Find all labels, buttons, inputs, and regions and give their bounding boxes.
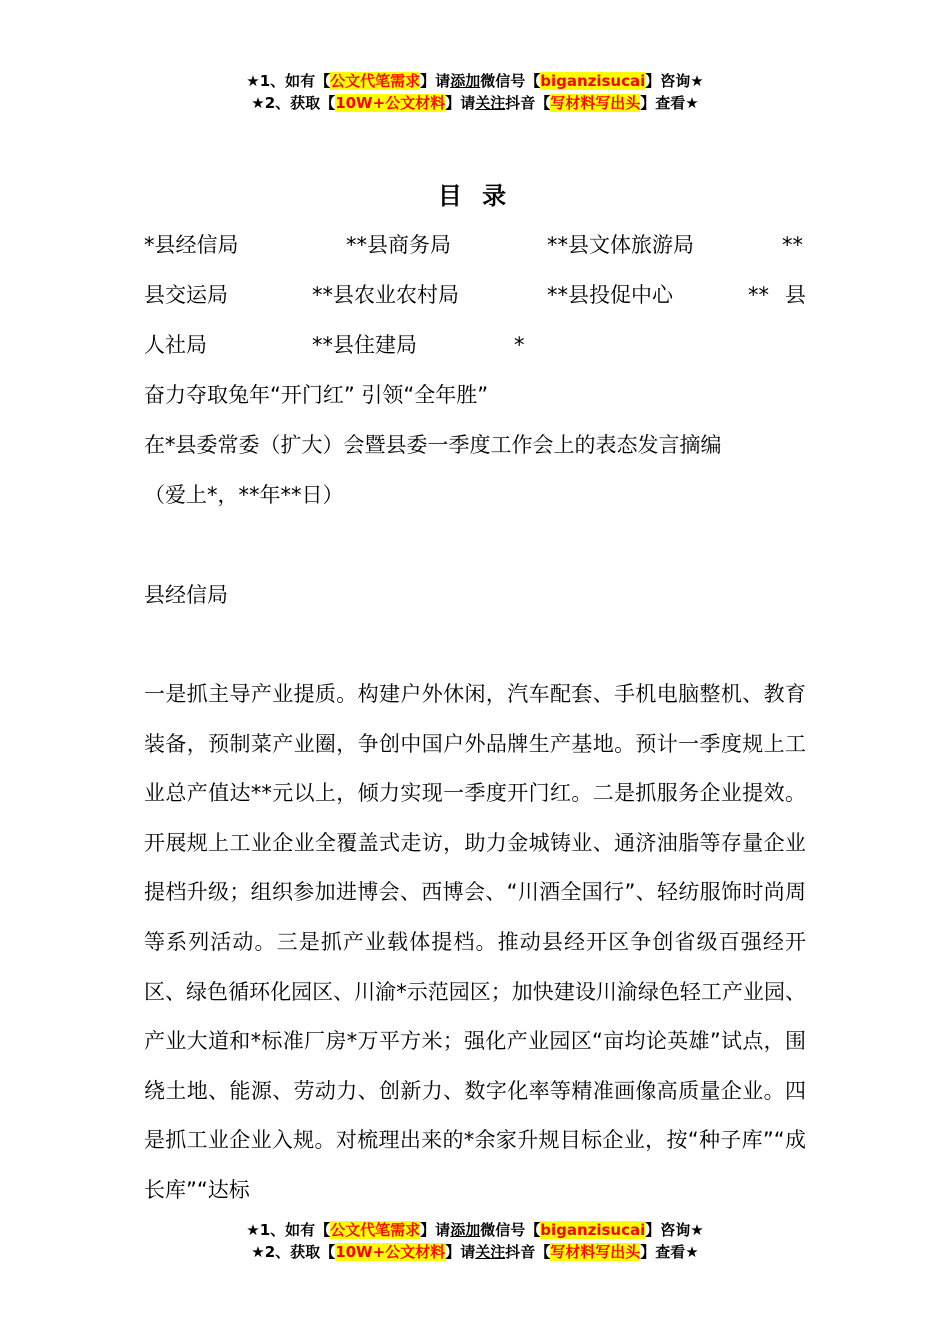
banner-line-1	[0, 1219, 950, 1241]
banner-text: 】咨询★	[645, 1221, 704, 1239]
underlined-text: 关注	[475, 1243, 506, 1261]
banner-text: ★1、如有【	[246, 1221, 331, 1239]
toc-row	[144, 270, 806, 320]
toc-item: **县投促中心	[547, 283, 673, 307]
toc-item: **	[782, 233, 803, 257]
toc-item: 人社局	[144, 333, 207, 357]
section-title: 县经信局	[144, 583, 228, 607]
toc-item: 县	[785, 283, 806, 307]
banner-text: 微信号【	[480, 72, 541, 90]
toc-item: **县文体旅游局	[547, 233, 694, 257]
highlight-text: 10W+公文材料	[335, 94, 446, 112]
banner-text: 】请	[445, 1243, 476, 1261]
banner-text: 】查看★	[640, 94, 699, 112]
toc-row	[144, 220, 806, 270]
toc-row	[144, 320, 806, 370]
source-line: （爱上*，**年**日）	[144, 483, 344, 507]
subheadline: 在*县委常委（扩大）会暨县委一季度工作会上的表态发言摘编	[144, 433, 722, 457]
toc-item: **县住建局	[312, 333, 417, 357]
banner-text: 】请	[445, 94, 476, 112]
toc-item: **县商务局	[346, 233, 451, 257]
banner-text: 】请	[420, 1221, 451, 1239]
banner-text: ★2、获取【	[251, 1243, 336, 1261]
top-banner	[0, 70, 950, 114]
toc-item: 县交运局	[144, 283, 228, 307]
underlined-text: 添加	[450, 1221, 481, 1239]
douyin-account: 写材料写出头	[550, 94, 641, 112]
banner-text: 】请	[420, 72, 451, 90]
headline: 奋力夺取兔年“开门红” 引领“全年胜”	[144, 383, 489, 407]
banner-text: 】咨询★	[645, 72, 704, 90]
highlight-text: 10W+公文材料	[335, 1243, 446, 1261]
wechat-id: biganzisucai	[540, 1221, 646, 1239]
banner-line-2	[0, 92, 950, 114]
underlined-text: 添加	[450, 72, 481, 90]
banner-line-1	[0, 70, 950, 92]
banner-line-2	[0, 1241, 950, 1263]
underlined-text: 关注	[475, 94, 506, 112]
banner-text: ★1、如有【	[246, 72, 331, 90]
bottom-banner	[0, 1219, 950, 1263]
banner-text: ★2、获取【	[251, 94, 336, 112]
toc-item: **县农业农村局	[312, 283, 459, 307]
wechat-id: biganzisucai	[540, 72, 646, 90]
body-paragraph: 一是抓主导产业提质。构建户外休闲，汽车配套、手机电脑整机、教育装备，预制菜产业圈，争创中国户外品牌生产基地。预计一季度规上工业总产值达**元以上，倾力实现一季度开门红。二是抓服务企业提效。开展规上工业企业全覆盖式走访，助力金城铸业、通济油脂等存量企业提档升级；组织参加进博会、西博会、“川酒全国行”、轻纺服饰时尚周等系列活动。三是抓产业载体提档。推动县经开区争创省级百强经开区、绿色循环化园区、川渝*示范园区；加快建设川渝绿色轻工产业园、产业大道和*标准厂房*万平方米；强化产业园区“亩均论英雄”试点，围绕土地、能源、劳动力、创新力、数字化率等精准画像高质量企业。四是抓工业企业入规。对梳理出来的*余家升规目标企业，按“种子库”“成长库”“达标	[144, 682, 806, 1202]
highlight-text: 公文代笔需求	[330, 72, 421, 90]
highlight-text: 公文代笔需求	[330, 1221, 421, 1239]
banner-text: 】查看★	[640, 1243, 699, 1261]
banner-text: 抖音【	[505, 1243, 551, 1261]
banner-text: 微信号【	[480, 1221, 541, 1239]
douyin-account: 写材料写出头	[550, 1243, 641, 1261]
toc-item: *县经信局	[144, 233, 239, 257]
toc-title: 目 录	[437, 182, 513, 210]
document-body	[144, 220, 806, 1216]
toc-item: *	[514, 333, 525, 357]
banner-text: 抖音【	[505, 94, 551, 112]
toc-item: **	[748, 283, 769, 307]
